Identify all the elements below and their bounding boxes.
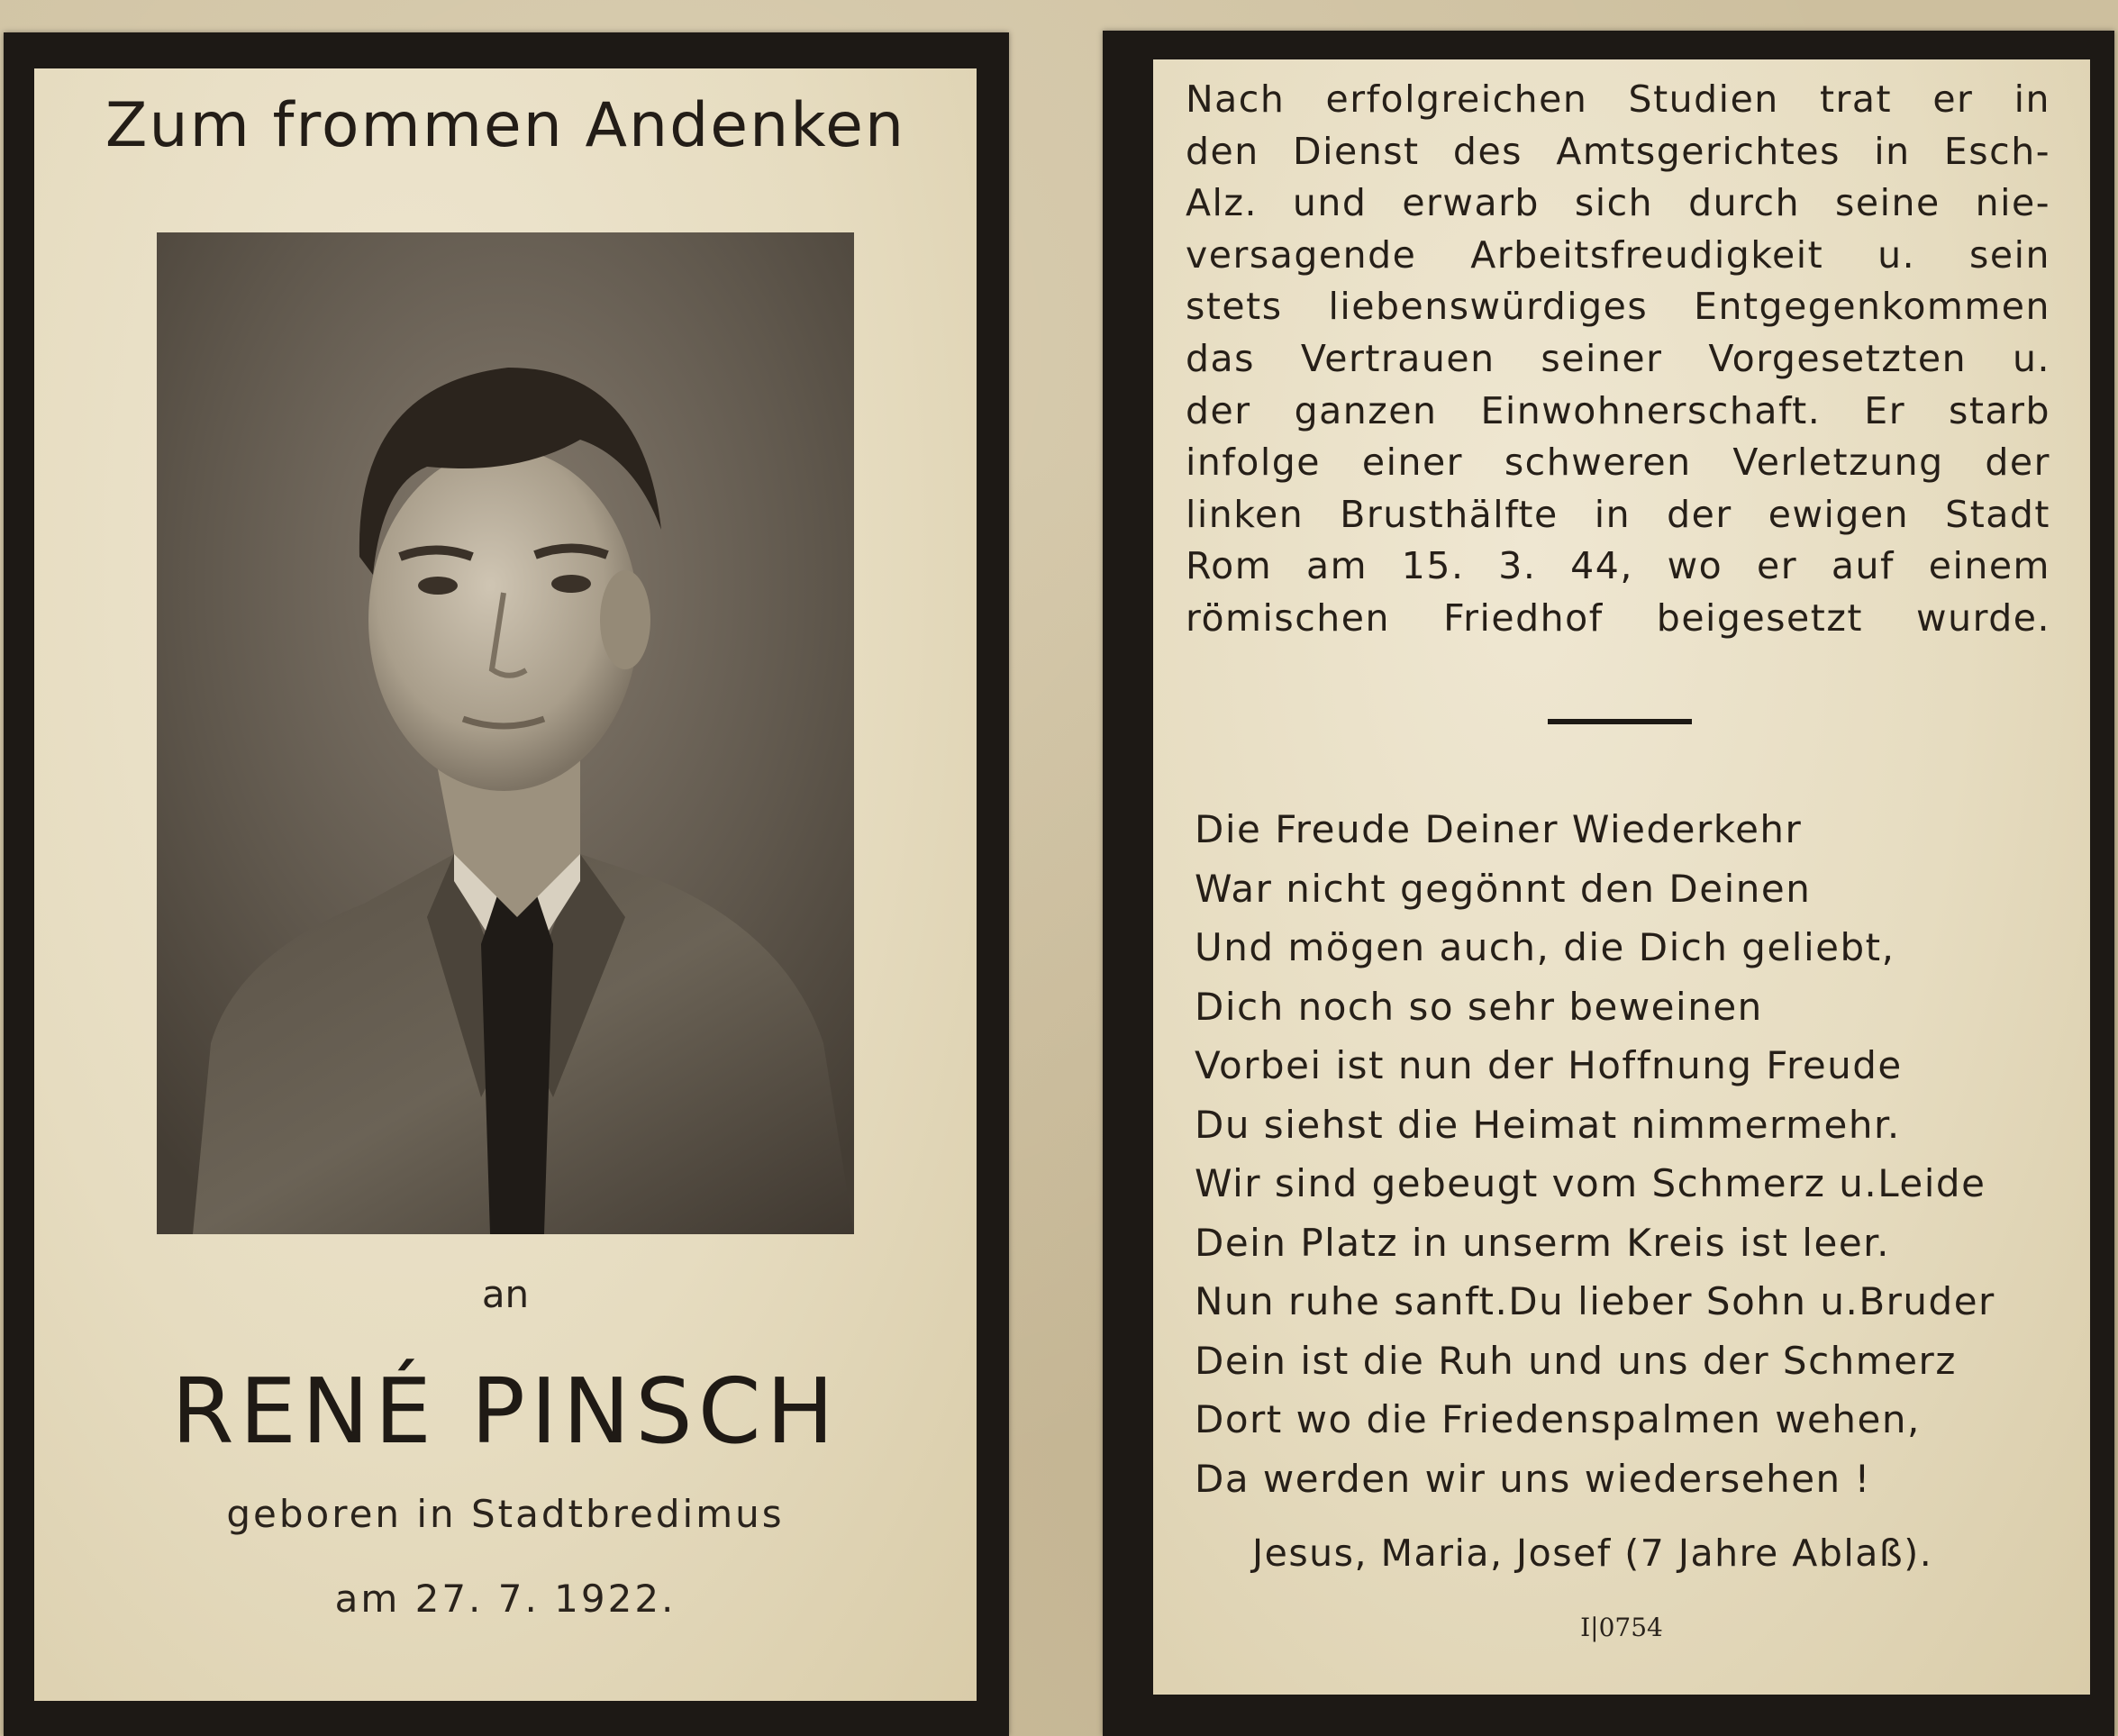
bio-line: infolge einer schweren Verletzung der [1186,441,2050,485]
memorial-poem [1195,800,2077,1508]
bio-line: Alz. und erwarb sich durch seine nie- [1186,181,2050,225]
poem-line: Die Freude Deiner Wiederkehr [1195,807,1803,851]
dedication-word: an [481,1272,530,1316]
bio-line: das Vertrauen seiner Vorgesetzten u. [1186,336,2050,380]
poem-line: Und mögen auch, die Dich geliebt, [1195,925,1895,969]
poem-line: Nun ruhe sanft.Du lieber Sohn u.Bruder [1195,1279,1995,1323]
birthplace-line: geboren in Stadtbredimus [226,1492,785,1536]
bio-line: der ganzen Einwohnerschaft. Er starb [1186,388,2050,432]
poem-line: Wir sind gebeugt vom Schmerz u.Leide [1195,1161,1986,1205]
section-divider [1548,719,1692,724]
poem-line: Dein Platz in unserm Kreis ist leer. [1195,1220,1890,1265]
portrait-photo [157,232,854,1234]
poem-line: Dort wo die Friedenspalmen wehen, [1195,1397,1921,1441]
birth-date: am 27. 7. 1922. [334,1577,677,1621]
bio-line: versagende Arbeitsfreudigkeit u. sein [1186,232,2050,277]
poem-line: Da werden wir uns wiedersehen ! [1195,1456,1871,1501]
card-title: Zum frommen Andenken [105,90,906,161]
bio-line: stets liebenswürdiges Entgegenkommen [1186,285,2050,329]
bio-line: linken Brusthälfte in der ewigen Stadt [1186,492,2050,536]
poem-line: Dein ist die Ruh und uns der Schmerz [1195,1338,1957,1383]
bio-line: römischen Friedhof beigesetzt wurde. [1186,595,2050,640]
bio-line: Nach erfolgreichen Studien trat er in [1186,77,2050,121]
deceased-name: RENÉ PINSCH [171,1359,840,1464]
poem-line: Du siehst die Heimat nimmermehr. [1195,1102,1901,1147]
poem-line: Vorbei ist nun der Hoffnung Freude [1195,1043,1903,1087]
poem-line: Dich noch so sehr beweinen [1195,984,1763,1029]
print-code: I|0754 [1580,1613,1663,1642]
portrait-illustration [157,232,854,1234]
bio-line: den Dienst des Amtsgerichtes in Esch- [1186,129,2050,173]
indulgence-prayer: Jesus, Maria, Josef (7 Jahre Ablaß). [1252,1531,1933,1575]
bio-line: Rom am 15. 3. 44, wo er auf einem [1186,544,2050,588]
poem-line: War nicht gegönnt den Deinen [1195,866,1812,911]
biography-text [1186,74,2050,645]
